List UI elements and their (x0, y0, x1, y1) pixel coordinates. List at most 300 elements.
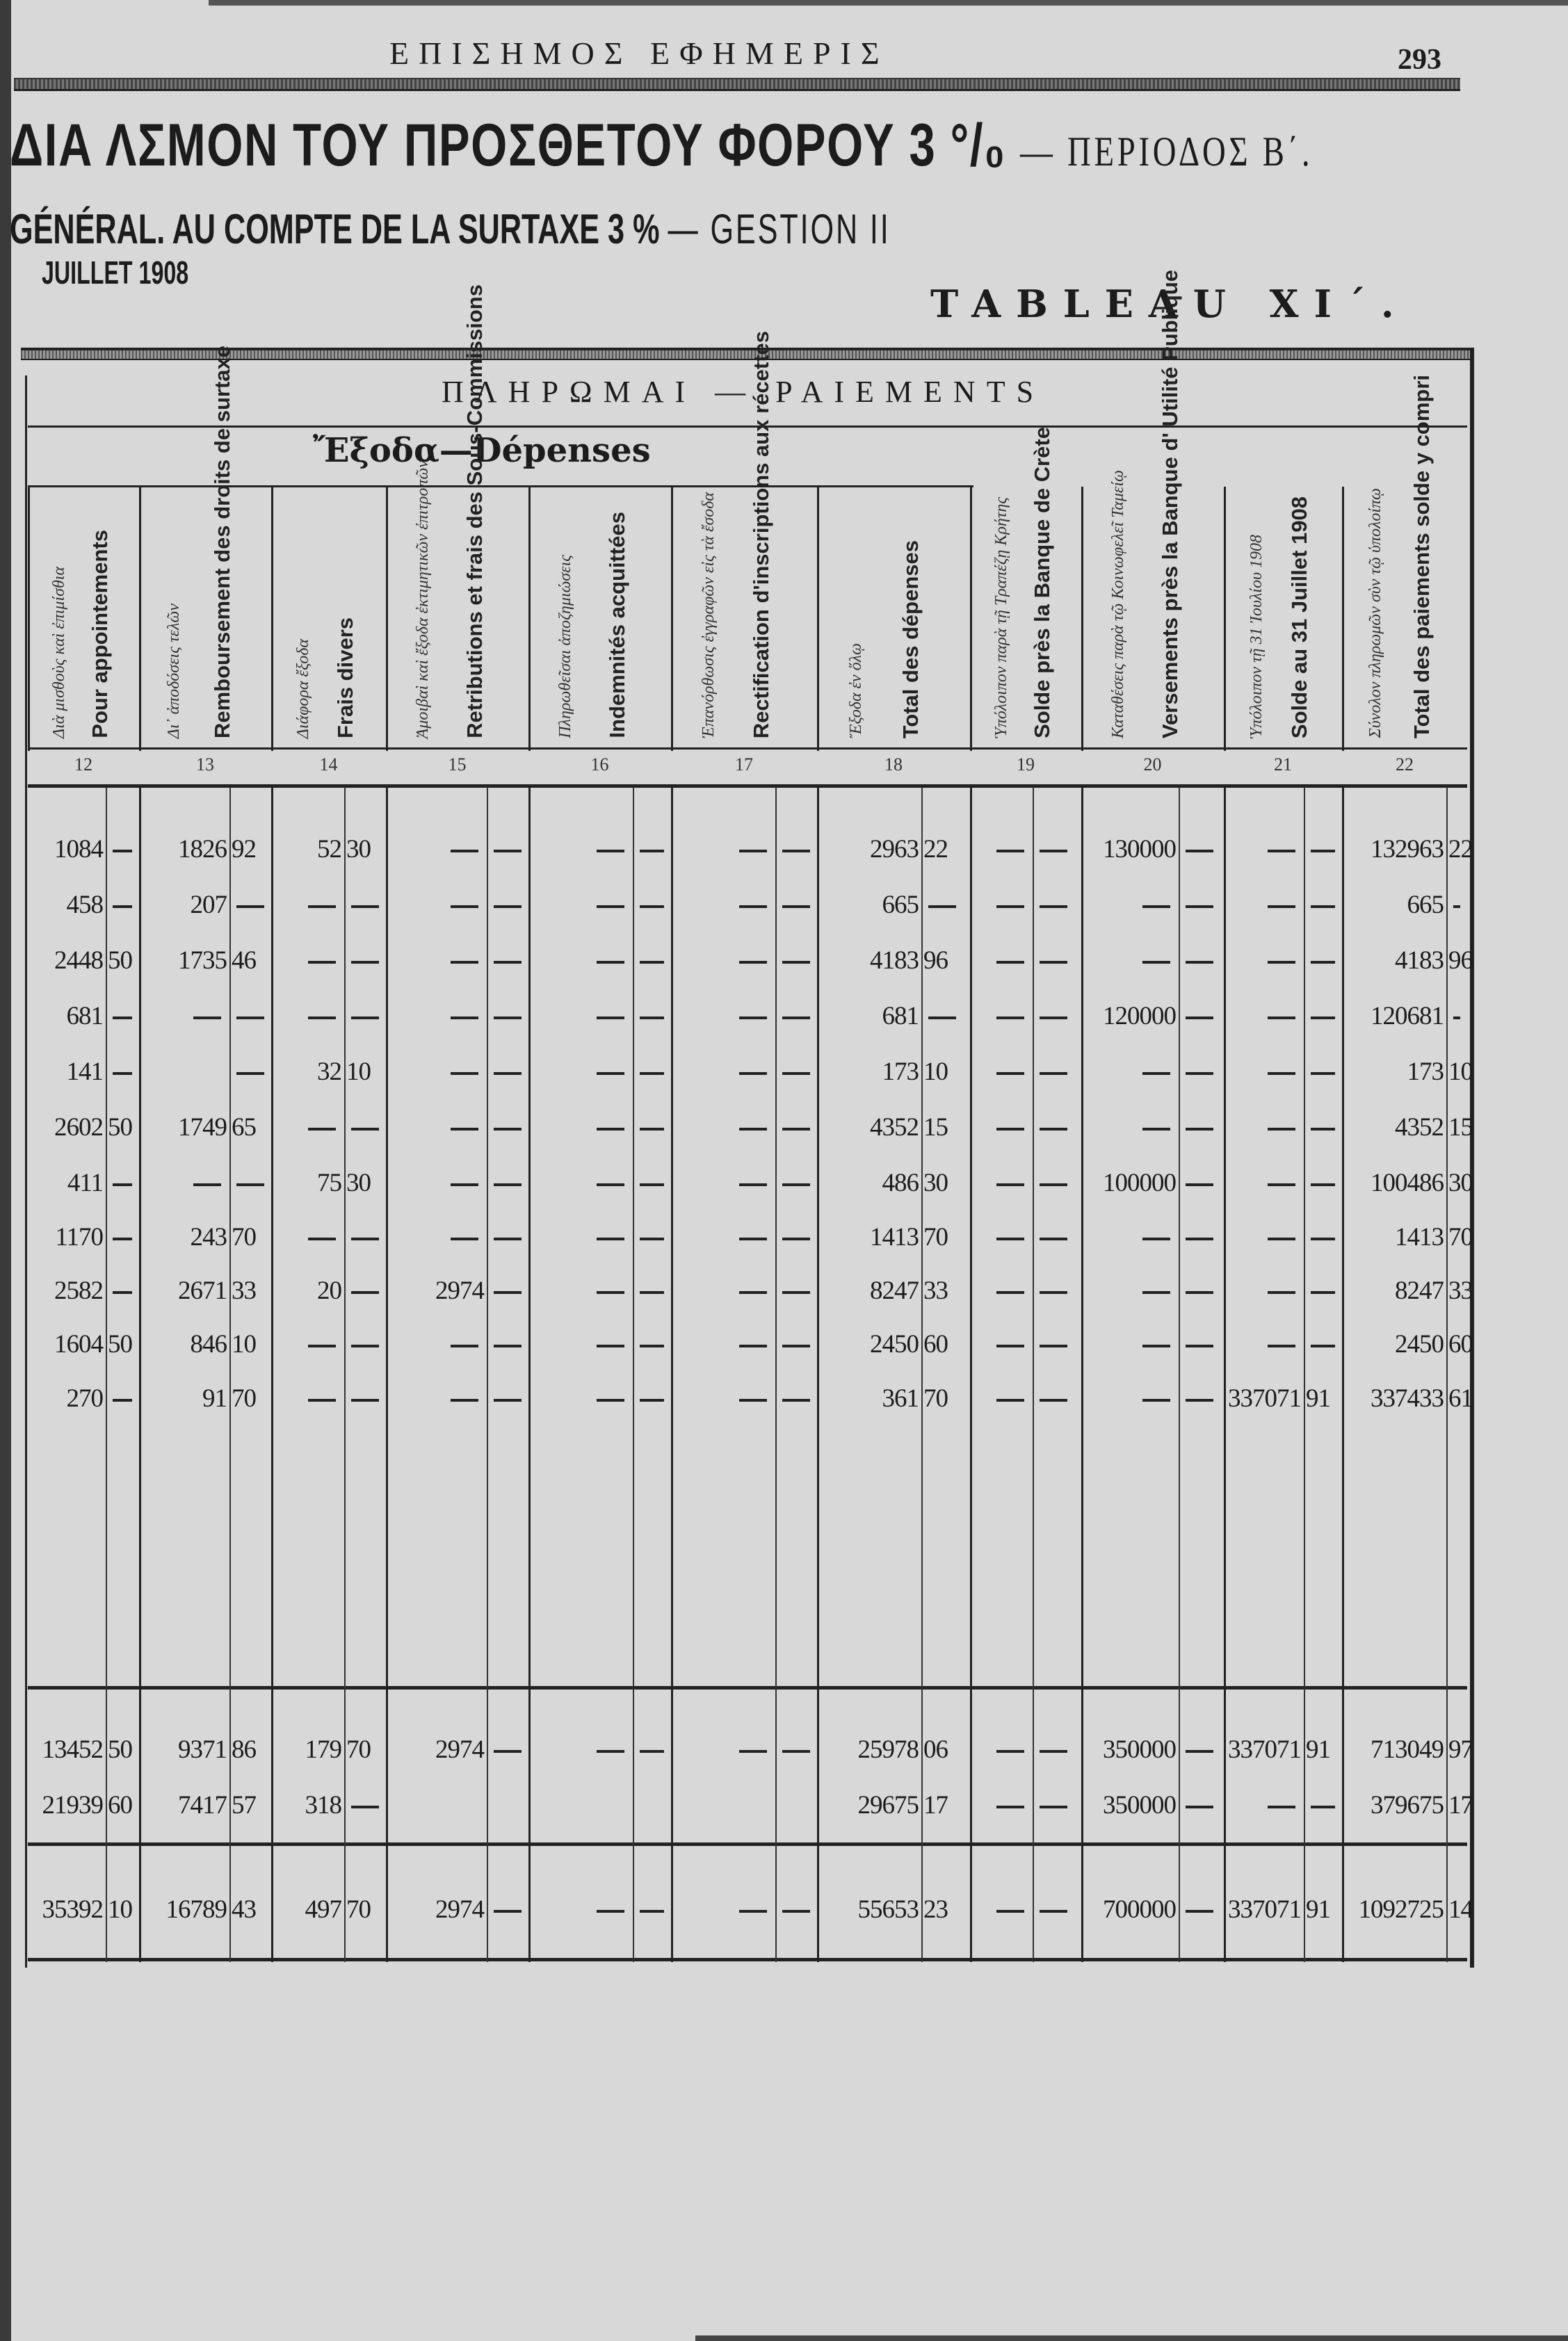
table-left-border (25, 375, 27, 1968)
dash-mark (494, 850, 522, 852)
amount-integer: 35392 (42, 1895, 103, 1924)
amount-integer: 681 (66, 1002, 103, 1030)
amount-cents: 50 (108, 1735, 132, 1764)
dash-mark (1142, 961, 1170, 964)
amount-integer: 120681 (1371, 1002, 1444, 1030)
dash-mark (351, 1399, 379, 1402)
dash-mark (1311, 1345, 1335, 1347)
dash-mark (739, 1016, 767, 1019)
amount-cents: 60 (1448, 1330, 1473, 1359)
dash-mark (451, 1183, 478, 1186)
dash-mark (782, 1238, 810, 1240)
dash-mark (996, 1183, 1024, 1186)
dash-mark (1186, 1183, 1213, 1186)
dash-mark (1186, 1238, 1213, 1240)
dash-mark (597, 1399, 624, 1402)
amount-integer: 2974 (435, 1277, 484, 1305)
dash-mark (113, 1183, 132, 1186)
column-header-greek: Ἔξοδα ἐν ὅλῳ (846, 643, 865, 738)
column-header-greek: Πληρωθεῖσαι ἀποζημιώσεις (556, 555, 574, 738)
column-number: 22 (1396, 754, 1414, 775)
dash-mark (1311, 1128, 1335, 1131)
table-bottom-rule (28, 1958, 1467, 1961)
column-header-12 (28, 487, 141, 751)
amount-integer: 1735 (178, 946, 227, 975)
amount-cents: 14 (1448, 1895, 1473, 1924)
dash-mark (236, 905, 264, 908)
dash-mark (739, 850, 767, 852)
dash-mark (996, 1750, 1024, 1753)
dash-mark (1268, 1806, 1295, 1808)
dash-mark (996, 850, 1024, 852)
dash-mark (494, 961, 522, 964)
dash-mark (1268, 850, 1295, 852)
dash-mark (451, 905, 478, 908)
dash-mark (1040, 1128, 1067, 1131)
header-rule (14, 78, 1460, 91)
amount-integer: 846 (190, 1330, 227, 1359)
dash-mark (996, 905, 1024, 908)
column-header-21 (1224, 487, 1344, 751)
scan-top-edge (209, 0, 1568, 6)
amount-integer: 130000 (1103, 835, 1176, 864)
amount-integer: 173 (882, 1058, 919, 1086)
dash-mark (1142, 1072, 1170, 1075)
dash-mark (640, 1072, 664, 1075)
amount-integer: 179 (305, 1735, 341, 1764)
dash-mark (640, 1399, 664, 1402)
amount-cents: 50 (108, 1330, 132, 1359)
dash-mark (640, 1291, 664, 1294)
decimal-divider (344, 787, 346, 1962)
dash-mark (236, 1183, 264, 1186)
dash-mark (1186, 1016, 1213, 1019)
column-header-french: Solde au 31 Juillet 1908 (1287, 496, 1312, 738)
column-header-greek: Ὑπόλοιπον παρὰ τῇ Τραπέζῃ Κρήτης (992, 497, 1010, 738)
column-header-17 (671, 330, 819, 751)
amount-cents: 33 (923, 1277, 948, 1305)
table-top-border (21, 348, 1474, 360)
dash-mark (640, 850, 664, 852)
amount-integer: 141 (66, 1058, 103, 1086)
dash-mark (494, 905, 522, 908)
dash-mark (1186, 1399, 1213, 1402)
amount-integer: 665 (1407, 891, 1444, 919)
dash-mark (996, 1072, 1024, 1075)
dash-mark (782, 1072, 810, 1075)
column-header-greek: Καταθέσεις παρὰ τῷ Κοινωφελεῖ Ταμείῳ (1108, 469, 1127, 738)
amount-cents: 10 (923, 1058, 948, 1086)
dash-mark (782, 905, 810, 908)
amount-integer: 486 (882, 1169, 919, 1197)
column-number: 15 (448, 754, 467, 775)
dash-mark (640, 1910, 664, 1913)
scan-bottom-edge (695, 2335, 1568, 2341)
dash-mark (996, 961, 1024, 964)
dash-mark (597, 1238, 624, 1240)
amount-cents: 70 (1448, 1223, 1473, 1251)
amount-integer: 1170 (55, 1223, 103, 1251)
decimal-divider (633, 787, 634, 1962)
title-french-text: GÉNÉRAL. AU COMPTE DE LA SURTAXE 3 % (10, 206, 660, 252)
dash-mark (782, 1750, 810, 1753)
amount-cents: 33 (1448, 1277, 1473, 1305)
decimal-divider (775, 787, 777, 1962)
column-number: 19 (1017, 754, 1035, 775)
dash-mark (1268, 1238, 1295, 1240)
amount-integer: 13452 (42, 1735, 103, 1764)
column-header-french: Retributions et frais des Sous-Commissions (462, 284, 487, 738)
column-header-french: Total des paiements solde y compri (1409, 374, 1434, 738)
dash-mark (1268, 1183, 1295, 1186)
dash-mark (996, 1238, 1024, 1240)
title-french-gestion: — GESTION II (668, 206, 891, 252)
dash-mark (1040, 1910, 1067, 1913)
amount-integer: 4352 (870, 1113, 919, 1142)
dash-mark (597, 961, 624, 964)
amount-integer: 337071 (1228, 1384, 1301, 1413)
amount-integer: 8247 (1395, 1277, 1444, 1305)
dash-mark (308, 1345, 336, 1347)
dash-mark (597, 850, 624, 852)
dash-mark (1040, 1072, 1067, 1075)
dash-mark (597, 1016, 624, 1019)
dash-mark (193, 1016, 221, 1019)
dash-mark (113, 850, 132, 852)
amount-cents: 06 (923, 1735, 948, 1764)
dash-mark (782, 1291, 810, 1294)
column-header-greek: Ὑπόλοιπον τῇ 31 Ἰουλίου 1908 (1247, 534, 1266, 738)
dash-mark (113, 1016, 132, 1019)
decimal-divider (1304, 787, 1305, 1962)
tableau-label: TABLEAU XI΄. (930, 282, 1409, 326)
amount-cents: 15 (923, 1113, 948, 1142)
column-divider (386, 787, 388, 1962)
dash-mark (351, 1016, 379, 1019)
dash-mark (1040, 850, 1067, 852)
amount-integer: 700000 (1103, 1895, 1176, 1924)
amount-integer: 1604 (54, 1330, 103, 1359)
amount-cents: 92 (232, 835, 256, 864)
dash-mark (1453, 1016, 1460, 1019)
amount-integer: 1092725 (1358, 1895, 1444, 1924)
amount-cents: 50 (108, 1113, 132, 1142)
amount-cents: 22 (923, 835, 948, 864)
title-greek-period: — ΠΕΡΙΟΔΟΣ Β΄. (1020, 129, 1314, 175)
dash-mark (113, 1399, 132, 1402)
amount-integer: 497 (305, 1895, 341, 1924)
dash-mark (1268, 1128, 1295, 1131)
dash-mark (782, 1016, 810, 1019)
dash-mark (739, 1750, 767, 1753)
column-number: 18 (884, 754, 903, 775)
dash-mark (739, 1183, 767, 1186)
dash-mark (1186, 961, 1213, 964)
dash-mark (597, 1128, 624, 1131)
amount-cents: 60 (108, 1791, 132, 1820)
amount-cents: 70 (923, 1223, 948, 1251)
amount-integer: 55653 (857, 1895, 919, 1924)
amount-cents: 33 (232, 1277, 256, 1305)
amount-cents: 65 (232, 1113, 256, 1142)
dash-mark (739, 961, 767, 964)
section-title: ΠΛΗΡΩΜΑΙ — PAIEMENTS (442, 375, 1045, 409)
amount-integer: 2974 (435, 1735, 484, 1764)
dash-mark (1311, 1238, 1335, 1240)
dash-mark (1268, 1291, 1295, 1294)
dash-mark (1040, 1345, 1067, 1347)
dash-mark (351, 1291, 379, 1294)
dash-mark (782, 1183, 810, 1186)
dash-mark (1186, 1291, 1213, 1294)
column-header-greek: Ἐπανόρθωσις ἐγγραφῶν εἰς τὰ ἔσοδα (699, 492, 718, 738)
column-header-greek: Σύνολον πληρωμῶν σὺν τῷ ὑπολοίπῳ (1366, 488, 1385, 738)
dash-mark (451, 1399, 478, 1402)
amount-integer: 75 (317, 1169, 341, 1197)
amount-integer: 16789 (165, 1895, 227, 1924)
amount-cents: 70 (346, 1895, 371, 1924)
amount-cents: 43 (232, 1895, 256, 1924)
amount-integer: 173 (1407, 1058, 1444, 1086)
dash-mark (597, 1910, 624, 1913)
dash-mark (494, 1399, 522, 1402)
amount-cents: 96 (923, 946, 948, 975)
dash-mark (351, 1806, 379, 1808)
dash-mark (739, 1072, 767, 1075)
table-right-border (1470, 348, 1474, 1968)
amount-cents: 70 (923, 1384, 948, 1413)
dash-mark (996, 1291, 1024, 1294)
column-header-18 (817, 487, 972, 751)
dash-mark (739, 1128, 767, 1131)
decimal-divider (1033, 787, 1034, 1962)
amount-integer: 350000 (1103, 1735, 1176, 1764)
amount-cents: 22 (1448, 835, 1473, 864)
dash-mark (1311, 905, 1335, 908)
column-header-french: Pour appointements (88, 530, 113, 738)
dash-mark (782, 1345, 810, 1347)
amount-integer: 2450 (1395, 1330, 1444, 1359)
dash-mark (1268, 1016, 1295, 1019)
column-divider (1081, 787, 1083, 1962)
dash-mark (451, 961, 478, 964)
dash-mark (494, 1238, 522, 1240)
amount-integer: 681 (882, 1002, 919, 1030)
dash-mark (597, 1183, 624, 1186)
dash-mark (1040, 1183, 1067, 1186)
dash-mark (451, 1238, 478, 1240)
column-header-french: Total des dépenses (898, 540, 923, 738)
amount-integer: 20 (317, 1277, 341, 1305)
dash-mark (1453, 905, 1460, 908)
column-number: 13 (196, 754, 214, 775)
column-divider (1224, 787, 1226, 1962)
dash-mark (782, 1399, 810, 1402)
amount-integer: 2450 (870, 1330, 919, 1359)
amount-integer: 1413 (1395, 1223, 1444, 1251)
column-number: 12 (74, 754, 92, 775)
dash-mark (996, 1910, 1024, 1913)
dash-mark (739, 1238, 767, 1240)
dash-mark (451, 850, 478, 852)
amount-cents: 30 (346, 835, 371, 864)
dash-mark (597, 1750, 624, 1753)
column-header-19 (970, 427, 1083, 751)
amount-integer: 2582 (54, 1277, 103, 1305)
amount-integer: 207 (190, 891, 227, 919)
amount-cents: 10 (346, 1058, 371, 1086)
column-header-14 (271, 487, 388, 751)
amount-integer: 1413 (870, 1223, 919, 1251)
amount-cents: 15 (1448, 1113, 1473, 1142)
column-number: 21 (1274, 754, 1292, 775)
column-header-french: Rectification d'inscriptions aux récettes (749, 330, 774, 738)
column-divider (671, 787, 673, 1962)
dash-mark (1142, 1238, 1170, 1240)
amount-integer: 1084 (54, 835, 103, 864)
title-french (10, 205, 891, 253)
dash-mark (1268, 1345, 1295, 1347)
dash-mark (113, 1072, 132, 1075)
amount-cents: 46 (232, 946, 256, 975)
dash-mark (236, 1016, 264, 1019)
column-header-16 (528, 487, 673, 751)
dash-mark (308, 961, 336, 964)
dash-mark (451, 1072, 478, 1075)
dash-mark (1268, 905, 1295, 908)
amount-cents: 17 (923, 1791, 948, 1820)
amount-integer: 4183 (870, 946, 919, 975)
dash-mark (1040, 1750, 1067, 1753)
amount-integer: 7417 (178, 1791, 227, 1820)
title-greek-text: ΔΙΑ ΛΣΜΟΝ ΤΟΥ ΠΡΟΣΘΕΤΟΥ ΦΟΡΟΥ 3 °/₀ (10, 112, 1006, 179)
dash-mark (739, 1910, 767, 1913)
decimal-divider (921, 787, 923, 1962)
amount-integer: 32 (317, 1058, 341, 1086)
dash-mark (1311, 1291, 1335, 1294)
column-header-french: Solde près la Banque de Crète (1030, 427, 1055, 738)
dash-mark (640, 1238, 664, 1240)
dash-mark (494, 1291, 522, 1294)
amount-integer: 29675 (857, 1791, 919, 1820)
dash-mark (1142, 1128, 1170, 1131)
dash-mark (1186, 905, 1213, 908)
total-rule (28, 1842, 1467, 1846)
dash-mark (351, 1128, 379, 1131)
dash-mark (739, 1399, 767, 1402)
amount-cents: 30 (346, 1169, 371, 1197)
dash-mark (996, 1128, 1024, 1131)
amount-cents: 96 (1448, 946, 1473, 975)
dash-mark (113, 1291, 132, 1294)
dash-mark (1040, 1291, 1067, 1294)
dash-mark (1268, 961, 1295, 964)
amount-cents: 10 (108, 1895, 132, 1924)
amount-cents: 23 (923, 1895, 948, 1924)
dash-mark (1311, 1016, 1335, 1019)
amount-integer: 361 (882, 1384, 919, 1413)
amount-integer: 21939 (42, 1791, 103, 1820)
amount-integer: 318 (305, 1791, 341, 1820)
amount-cents: 61 (1448, 1384, 1473, 1413)
amount-cents: 30 (1448, 1169, 1473, 1197)
column-header-greek: Δι᾿ ἀποδόσεις τελῶν (165, 603, 184, 738)
amount-cents: 97 (1448, 1735, 1473, 1764)
amount-integer: 1826 (178, 835, 227, 864)
amount-integer: 8247 (870, 1277, 919, 1305)
dash-mark (597, 1345, 624, 1347)
dash-mark (928, 1016, 956, 1019)
amount-integer: 411 (67, 1169, 103, 1197)
dash-mark (451, 1016, 478, 1019)
dash-mark (928, 905, 956, 908)
amount-cents: 91 (1306, 1895, 1330, 1924)
dash-mark (1311, 850, 1335, 852)
decimal-divider (1179, 787, 1180, 1962)
amount-integer: 100486 (1371, 1169, 1444, 1197)
amount-cents: 10 (1448, 1058, 1473, 1086)
dash-mark (494, 1750, 522, 1753)
amount-integer: 25978 (857, 1735, 919, 1764)
running-head: ΕΠΙΣΗΜΟΣ ΕΦΗΜΕΡΙΣ (389, 35, 889, 71)
amount-integer: 1749 (178, 1113, 227, 1142)
dash-mark (640, 1128, 664, 1131)
dash-mark (308, 1128, 336, 1131)
column-header-french: Remboursement des droits de surtaxe (209, 345, 234, 738)
column-header-french: Frais divers (332, 617, 357, 738)
amount-integer: 2448 (54, 946, 103, 975)
amount-cents: 17 (1448, 1791, 1473, 1820)
dash-mark (1142, 905, 1170, 908)
dash-mark (1186, 1345, 1213, 1347)
amount-integer: 2974 (435, 1895, 484, 1924)
dash-mark (1040, 961, 1067, 964)
dash-mark (494, 1910, 522, 1913)
dash-mark (1311, 1183, 1335, 1186)
amount-integer: 2671 (178, 1277, 227, 1305)
dash-mark (494, 1183, 522, 1186)
amount-integer: 9371 (178, 1735, 227, 1764)
dash-mark (640, 1016, 664, 1019)
column-header-22 (1342, 374, 1469, 751)
amount-cents: 86 (232, 1735, 256, 1764)
column-header-13 (139, 345, 273, 751)
column-header-greek: Διὰ μισθοὺς καὶ ἐπιμίσθια (49, 567, 68, 738)
subtotal-rule (28, 1686, 1467, 1690)
dash-mark (640, 1750, 664, 1753)
dash-mark (113, 905, 132, 908)
dash-mark (351, 1345, 379, 1347)
dash-mark (1186, 1806, 1213, 1808)
amount-integer: 270 (66, 1384, 103, 1413)
dash-mark (782, 1128, 810, 1131)
dash-mark (996, 1345, 1024, 1347)
dash-mark (308, 1399, 336, 1402)
dash-mark (996, 1806, 1024, 1808)
decimal-divider (487, 787, 488, 1962)
amount-cents: 70 (232, 1223, 256, 1251)
dash-mark (1186, 1072, 1213, 1075)
dash-mark (113, 1238, 132, 1240)
amount-cents: 50 (108, 946, 132, 975)
dash-mark (308, 1016, 336, 1019)
dash-mark (739, 1345, 767, 1347)
amount-integer: 2963 (870, 835, 919, 864)
dash-mark (782, 1910, 810, 1913)
section-rule (28, 426, 1467, 428)
dash-mark (640, 961, 664, 964)
column-number: 17 (735, 754, 753, 775)
